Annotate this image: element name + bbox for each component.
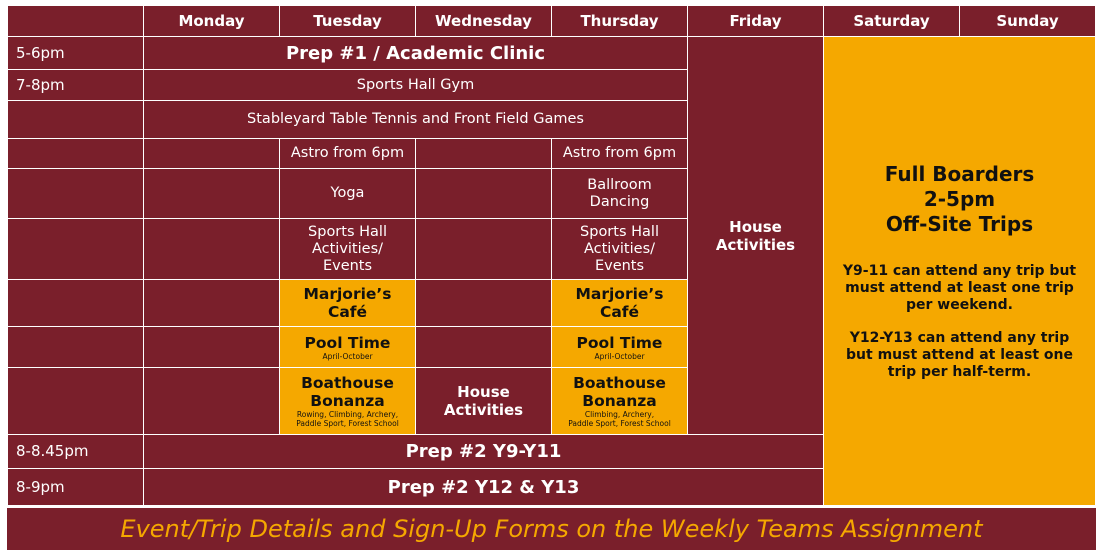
sports-hall-activities-tuesday (279, 218, 416, 280)
time-label-8-9pm: 8-9pm (7, 468, 144, 506)
marjories-line-2: Café (599, 303, 640, 321)
time-label-blank (7, 100, 144, 139)
marjories-line-2: Café (327, 303, 368, 321)
marjories-cafe-tuesday (279, 279, 416, 327)
house-activities-wednesday (415, 367, 552, 435)
day-header-friday: Friday (687, 5, 824, 37)
boathouse-bonanza-tuesday (279, 367, 416, 435)
time-label-5-6pm: 5-6pm (7, 36, 144, 70)
weekend-note-1 (843, 263, 1076, 314)
sports-hall-line-1: Sports Hall (580, 223, 659, 240)
marjories-line-1: Marjorie’s (575, 285, 664, 303)
empty-cell (143, 326, 280, 368)
house-line-2: Activities (443, 401, 524, 419)
pool-time-tuesday (279, 326, 416, 368)
time-label-7-8pm: 7-8pm (7, 69, 144, 101)
weekend-note-2-line-1: Y12-Y13 can attend any trip (849, 329, 1070, 346)
weekend-title-line-3: Off-Site Trips (885, 211, 1034, 236)
prep2-y12-y13: Prep #2 Y12 & Y13 (143, 468, 824, 506)
house-line-1: House (729, 217, 782, 236)
pool-subtitle: April-October (322, 351, 373, 361)
time-label-blank (7, 326, 144, 368)
boathouse-line-1: Boathouse (573, 374, 666, 392)
boathouse-sub-1: Climbing, Archery, (584, 410, 655, 419)
weekend-note-2-line-2: but must attend at least one (846, 346, 1073, 363)
boathouse-sub-2: Paddle Sport, Forest School (296, 419, 399, 428)
boathouse-line-2: Bonanza (310, 392, 385, 410)
marjories-cafe-thursday (551, 279, 688, 327)
prep2-y9-y11: Prep #2 Y9-Y11 (143, 434, 824, 469)
weekend-note-1-line-1: Y9-11 can attend any trip but (842, 262, 1077, 279)
time-label-blank (7, 218, 144, 280)
sports-hall-line-1: Sports Hall (308, 223, 387, 240)
footer-banner: Event/Trip Details and Sign-Up Forms on the Weekly Teams Assignment (7, 508, 1096, 550)
astro-thursday: Astro from 6pm (551, 138, 688, 169)
day-header-monday: Monday (143, 5, 280, 37)
pool-subtitle: April-October (594, 351, 645, 361)
sports-hall-line-2: Activities/ (583, 240, 656, 257)
corner-header-cell (7, 5, 144, 37)
day-header-thursday: Thursday (551, 5, 688, 37)
weekend-note-2 (846, 330, 1073, 381)
empty-cell (415, 168, 552, 219)
boathouse-sub-1: Rowing, Climbing, Archery, (296, 410, 399, 419)
day-header-tuesday: Tuesday (279, 5, 416, 37)
ballroom-dancing-thursday (551, 168, 688, 219)
sports-hall-gym: Sports Hall Gym (143, 69, 688, 101)
time-label-blank (7, 168, 144, 219)
pool-time-thursday (551, 326, 688, 368)
weekend-title-line-2: 2-5pm (923, 186, 996, 211)
boathouse-sub-2: Paddle Sport, Forest School (568, 419, 671, 428)
sports-hall-activities-thursday (551, 218, 688, 280)
time-label-blank (7, 279, 144, 327)
empty-cell (415, 218, 552, 280)
sports-hall-line-3: Events (322, 257, 373, 274)
boathouse-line-2: Bonanza (582, 392, 657, 410)
empty-cell (415, 279, 552, 327)
yoga-tuesday: Yoga (279, 168, 416, 219)
pool-title: Pool Time (576, 333, 663, 352)
weekend-full-boarders (823, 36, 1096, 506)
marjories-line-1: Marjorie’s (303, 285, 392, 303)
time-label-blank (7, 138, 144, 169)
house-line-2: Activities (715, 235, 796, 254)
weekend-title-line-1: Full Boarders (884, 161, 1035, 186)
empty-cell (143, 218, 280, 280)
astro-tuesday: Astro from 6pm (279, 138, 416, 169)
stableyard-games: Stableyard Table Tennis and Front Field Games (143, 100, 688, 139)
empty-cell (143, 279, 280, 327)
day-header-saturday: Saturday (823, 5, 960, 37)
empty-cell (415, 326, 552, 368)
day-header-wednesday: Wednesday (415, 5, 552, 37)
empty-cell (143, 367, 280, 435)
prep1-academic-clinic: Prep #1 / Academic Clinic (143, 36, 688, 70)
empty-cell (143, 168, 280, 219)
time-label-blank (7, 367, 144, 435)
boathouse-bonanza-thursday (551, 367, 688, 435)
sports-hall-line-3: Events (594, 257, 645, 274)
boathouse-line-1: Boathouse (301, 374, 394, 392)
weekend-note-2-line-3: trip per half-term. (887, 363, 1032, 380)
weekend-note-1-line-3: per weekend. (906, 296, 1013, 313)
ballroom-text: Ballroom Dancing (587, 176, 652, 210)
house-line-1: House (457, 383, 510, 401)
pool-title: Pool Time (304, 333, 391, 352)
empty-cell (415, 138, 552, 169)
house-activities-friday (687, 36, 824, 435)
empty-cell (143, 138, 280, 169)
weekend-note-1-line-2: must attend at least one trip (845, 279, 1074, 296)
sports-hall-line-2: Activities/ (311, 240, 384, 257)
day-header-sunday: Sunday (959, 5, 1096, 37)
time-label-8-8.45pm: 8-8.45pm (7, 434, 144, 469)
